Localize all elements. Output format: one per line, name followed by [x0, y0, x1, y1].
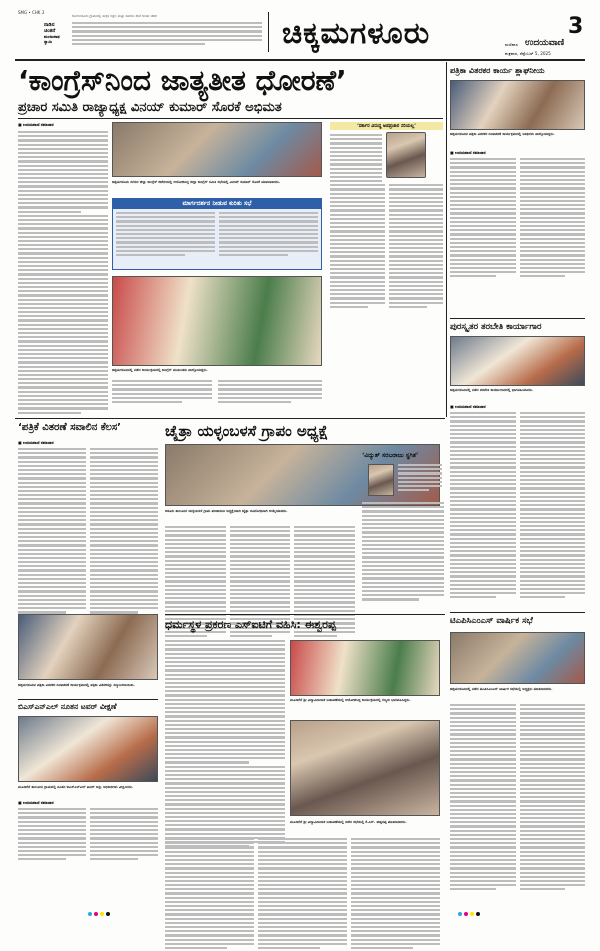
s3-center-rule [165, 614, 445, 615]
reg-cyan-2 [458, 912, 462, 916]
s2-profile-text-2 [362, 502, 444, 603]
s3-right-lines [450, 704, 585, 892]
right-top-headline: ಪತ್ರಿಕಾ ವಿತರಕರ ಕಾರ್ಯ ಶ್ಲಾಘನೀಯ [450, 66, 545, 75]
masthead-divider [268, 12, 269, 52]
right-top-caption: ಚಿಕ್ಕಮಗಳೂರಿನ ಪತ್ರಿಕಾ ವಿತರಕರ ದಿನಾಚರಣೆ ಕಾರ್ಯಕ್ರಮದಲ್ಲಿ ಅತಿಥಿಗಳು ಪಾಲ್ಗೊಂಡಿದ್ದರು. [450, 132, 555, 136]
s3-left-reporter: ■ ಉದಯವಾಣಿ ಸಮಾಚಾರ [18, 800, 54, 805]
lead-col-1-text [18, 131, 108, 414]
right-mid-rule [450, 318, 585, 319]
lead-col-2-bottom-text [112, 380, 212, 405]
left-tag-box [44, 22, 68, 52]
reg-cyan [88, 912, 92, 916]
s3-center-photo-1 [290, 640, 440, 696]
reg-black [106, 912, 110, 916]
s3-center-photo-2 [290, 720, 440, 816]
s3-center-caption-2: ಮೂಡಿಗೆರೆ ಶ್ರೀ ವಿದ್ಯಾವಿನಾಯಕ ಬಡಾವಣೆಯಲ್ಲಿ ನಡೆದ ಸಭೆಯಲ್ಲಿ ಕೆ.ಎಸ್. ಈಶ್ವರಪ್ಪ ಮಾತನಾಡಿದರು. [290, 820, 407, 824]
left-brief: ಕೋಣಂದೂರು ಗ್ರಾಮದಲ್ಲಿ ಮಕ್ಕಳ ಶಿಕ್ಷಣ ಮತ್ತು ಸಮಾಜ ಸೇವೆ ಕುರಿತು ಚರ್ಚೆ [72, 14, 158, 18]
quote-text [330, 134, 382, 182]
s2-profile-headline: ‘ವಿದ್ಯುತ್ ಸರಬರಾಜು ಸ್ಥಗಿತ’ [362, 452, 419, 459]
s2-profile-text [398, 464, 442, 493]
masthead-bottom-rule [15, 59, 585, 61]
right-mid-photo [450, 336, 585, 386]
lead-photo-2 [112, 276, 322, 366]
paper-name: ಉದಯವಾಣಿ [525, 38, 565, 48]
reg-magenta [94, 912, 98, 916]
right-top-lines [450, 158, 585, 279]
lead-subhead: ಪ್ರಚಾರ ಸಮಿತಿ ರಾಜ್ಯಾಧ್ಯಕ್ಷ ವಿನಯ್ ಕುಮಾರ್ ಸೊರಕೆ ಅಭಿಮತ [18, 100, 282, 115]
date-line: ಶುಕ್ರವಾರ, ಸೆಪ್ಟೆಂಬರ್ 5, 2025 [505, 51, 551, 56]
lead-headline: ‘ಕಾಂಗ್ರೆಸ್‌ನಿಂದ ಜಾತ್ಯತೀತ ಧೋರಣೆ’ [18, 64, 347, 97]
s2-left-reporter: ■ ಉದಯವಾಣಿ ಸಮಾಚಾರ [18, 440, 54, 445]
reg-yellow [100, 912, 104, 916]
s3-center-caption-1: ಮೂಡಿಗೆರೆ ಶ್ರೀ ವಿದ್ಯಾವಿನಾಯಕ ಬಡಾವಣೆಯಲ್ಲಿ ಆಯೋಜಿಸಿದ್ದ ಕಾರ್ಯಕ್ರಮದಲ್ಲಿ ಗಣ್ಯರು ಭಾಗವಹಿಸಿದ್ದರು. [290, 698, 411, 702]
lead-box-text [113, 209, 321, 261]
s2-left-headline: ‘ಪತ್ರಿಕೆ ವಿತರಣೆ ಸವಾಲಿನ ಕೆಲಸ’ [18, 422, 121, 433]
s2-center-headline: ಚೈತ್ರಾ ಯಳ್ಳಂಬಳಸೆ ಗ್ರಾಪಂ ಅಧ್ಯಕ್ಷೆ [165, 422, 329, 440]
s3-right-caption: ಚಿಕ್ಕಮಗಳೂರಿನಲ್ಲಿ ನಡೆದ ಟಿಎಪಿಸಿಎಂಎಸ್ ವಾರ್ಷಿಕ ಸಭೆಯಲ್ಲಿ ಅಧ್ಯಕ್ಷರು ಮಾತನಾಡಿದರು. [450, 687, 553, 691]
quote-title: ‘ಸರ್ಕಾರ ವಿರುದ್ಧ ಅಪಪ್ರಚಾರ ಸರಿಯಲ್ಲ’ [330, 122, 443, 130]
paper-label: ಮಣಿಪಾಲ [505, 42, 519, 47]
s3-center-headline: ಧರ್ಮಸ್ಥಳ ಪ್ರಕರಣ ಎಸ್‌ಐಟಿಗೆ ವಹಿಸಿ: ಈಶ್ವರಪ್ಪ [165, 618, 336, 631]
s3-center-text-2 [165, 838, 440, 951]
s3-left-photo-1 [18, 614, 158, 680]
quote-text-2 [330, 184, 443, 310]
s2-profile-portrait [368, 464, 394, 496]
masthead [0, 0, 600, 60]
s3-right-photo [450, 632, 585, 684]
left-tag-2: ಚಿಂತನೆ [44, 28, 56, 34]
lead-box [112, 198, 322, 270]
lead-photo-caption: ಚಿಕ್ಕಮಗಳೂರು ನಗರದ ಜಿಲ್ಲಾ ಕಾಂಗ್ರೆಸ್ ಕಚೇರಿಯಲ್ಲಿ ಆಯೋಜಿಸಿದ್ದ ಜಿಲ್ಲಾ ಕಾಂಗ್ರೆಸ್ ಸಮಿತಿ ಸಭೆಯಲ್ಲಿ ವಿನಯ್ ಕುಮಾರ್ ಸೊರಕೆ ಮಾತನಾಡಿದರು. [112, 180, 281, 184]
reg-yellow-2 [470, 912, 474, 916]
quote-portrait [386, 132, 426, 178]
s3-left-caption-2: ಮೂಡಿಗೆರೆ ತಾಲೂಕಿನ ಗ್ರಾಮದಲ್ಲಿ ನೂತನ ಬಿಎಸ್‌ಎನ್‌ಎಲ್ ಟವರ್ ಅನ್ನು ಅಧಿಕಾರಿಗಳು ವೀಕ್ಷಿಸಿದರು. [18, 785, 134, 789]
s3-right-rule [450, 612, 585, 613]
s2-left-text [18, 440, 158, 616]
right-mid-caption: ಚಿಕ್ಕಮಗಳೂರಿನಲ್ಲಿ ನಡೆದ ತರಬೇತಿ ಕಾರ್ಯಾಗಾರದಲ್ಲಿ ಭಾಗವಹಿಸಿದವರು. [450, 388, 534, 392]
right-top-text [450, 150, 585, 279]
s3-left-headline: ಬಿಎಸ್‌ಎನ್‌ಎಲ್ ನೂತನ ಟವರ್ ವೀಕ್ಷಣೆ [18, 702, 117, 711]
lead-reporter: ■ ಉದಯವಾಣಿ ಸಮಾಚಾರ [18, 122, 54, 127]
right-top-photo [450, 80, 585, 130]
right-mid-reporter: ■ ಉದಯವಾಣಿ ಸಮಾಚಾರ [450, 404, 486, 409]
section-2-rule [15, 418, 445, 419]
s3-left-rule [18, 699, 158, 700]
reg-magenta-2 [464, 912, 468, 916]
registration-marks [88, 912, 488, 920]
s3-left-lines [18, 808, 158, 862]
lead-col-3-bottom-text [218, 380, 322, 405]
s2-profile-box [362, 452, 444, 612]
right-mid-text [450, 404, 585, 600]
left-tag-1: ನಾಡಿನ [44, 22, 55, 28]
s3-left-text [18, 800, 158, 862]
lead-subhead-rule [18, 118, 443, 119]
right-mid-lines [450, 412, 585, 600]
s2-center-caption: ಕಡೂರು ತಾಲೂಕಿನ ಯಳ್ಳಂಬಳಸೆ ಗ್ರಾಮ ಪಂಚಾಯಿತಿ ಅಧ್ಯಕ್ಷೆಯಾಗಿ ಚೈತ್ರಾ ಅವಿರೋಧವಾಗಿ ಆಯ್ಕೆಯಾದರು. [165, 509, 288, 513]
quote-column [330, 122, 443, 412]
right-top-reporter: ■ ಉದಯವಾಣಿ ಸಮಾಚಾರ [450, 150, 486, 155]
right-mid-headline: ಪುರಸ್ಕೃತರ ತರಬೇತಿ ಕಾರ್ಯಾಗಾರ [450, 322, 542, 332]
page-number: 3 [568, 14, 584, 39]
lead-photo [112, 122, 322, 177]
s3-left-photo-2 [18, 716, 158, 782]
brief-lines [72, 22, 262, 47]
lead-box-title: ಮಾರ್ಗದರ್ಶನ ನೀಡುವ ಕುರಿತು ಸಭೆ [113, 199, 321, 209]
left-tag-3: ಮಂಜುನಾಥ ಸ್ವಾಮಿ [44, 34, 60, 44]
edition-code: SMG • CHK 3 [18, 10, 45, 15]
lead-col-1 [18, 122, 108, 412]
s3-left-caption: ಚಿಕ್ಕಮಗಳೂರಿನ ಪತ್ರಿಕಾ ವಿತರಕರ ದಿನಾಚರಣೆ ಕಾರ್ಯಕ್ರಮದಲ್ಲಿ ಪತ್ರಿಕಾ ವಿತರಕರನ್ನು ಸನ್ಮಾನಿಸಲಾಯಿತು. [18, 683, 135, 687]
reg-black-2 [476, 912, 480, 916]
vertical-divider-main [446, 62, 447, 417]
lead-photo-2-caption: ಚಿಕ್ಕಮಗಳೂರಿನಲ್ಲಿ ನಡೆದ ಕಾರ್ಯಕ್ರಮದಲ್ಲಿ ಕಾಂಗ್ರೆಸ್ ಮುಖಂಡರು ಪಾಲ್ಗೊಂಡಿದ್ದರು. [112, 368, 208, 372]
s3-right-headline: ಟಿಎಪಿಸಿಎಂಎಸ್ ವಾರ್ಷಿಕ ಸಭೆ [450, 616, 533, 626]
s3-center-text-1 [165, 640, 285, 849]
page-title: ಚಿಕ್ಕಮಗಳೂರು [282, 16, 431, 51]
s2-left-lines [18, 448, 158, 616]
